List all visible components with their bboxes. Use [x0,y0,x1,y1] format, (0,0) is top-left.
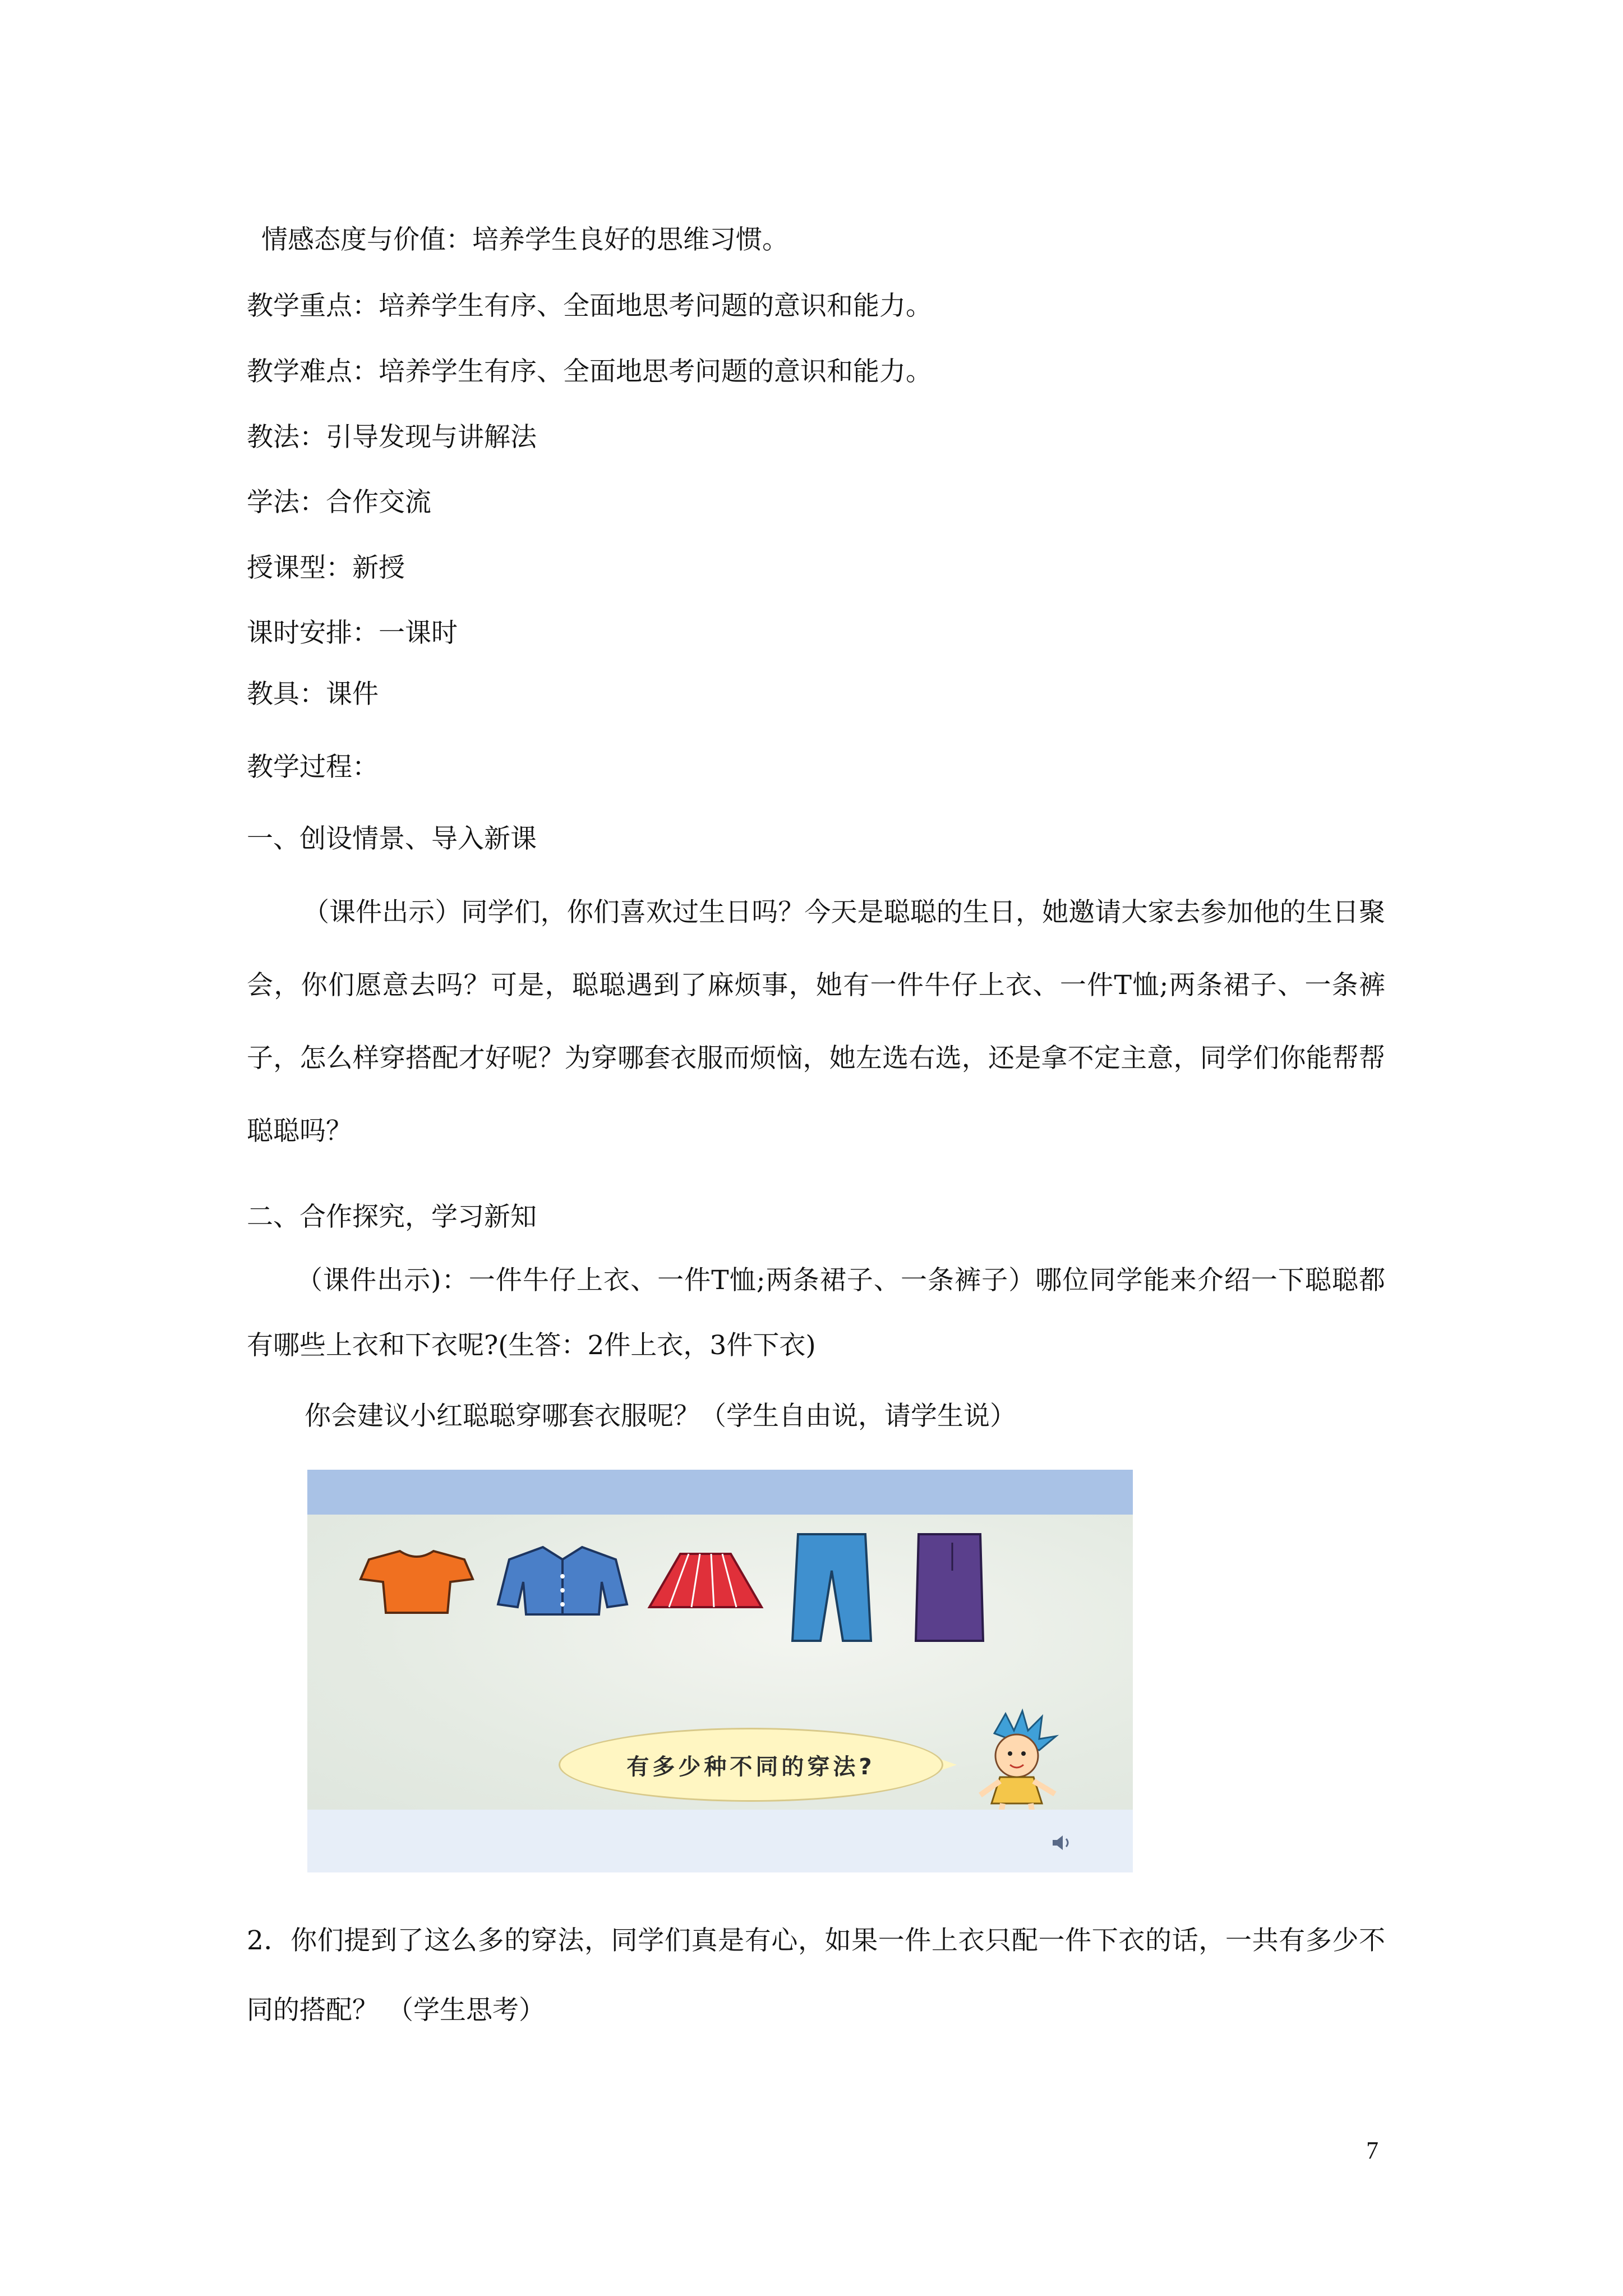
section2-heading: 二、合作探究，学习新知 [247,1202,537,1232]
key-point-line: 教学重点：培养学生有序、全面地思考问题的意识和能力。 [247,291,932,321]
section2-body: （课件出示)：一件牛仔上衣、一件T恤;两条裙子、一条裤子）哪位同学能来介绍一下聪聪都有哪些上衣和下衣呢?(生答：2件上衣，3件下衣) [247,1265,1385,1361]
learning-method-line: 学法：合作交流 [247,487,431,518]
girl-character-icon [961,1711,1073,1823]
tshirt-icon [358,1548,476,1616]
speech-bubble: 有多少种不同的穿法? [559,1728,943,1802]
image-top-band [307,1470,1133,1515]
jeans-icon [790,1531,874,1644]
process-heading: 教学过程： [247,752,379,783]
courseware-image [307,1470,1133,1872]
emotion-line: 情感态度与价值：培养学生良好的思维习惯。 [261,224,789,255]
section1-heading: 一、创设情景、导入新课 [247,823,537,854]
speaker-icon[interactable] [1050,1833,1075,1852]
image-bottom-band [307,1810,1133,1872]
image-scene [307,1515,1133,1810]
tools-line: 教具：课件 [247,679,379,710]
teaching-method-line: 教法：引导发现与讲解法 [247,422,537,453]
suggest-line: 你会建议小红聪聪穿哪套衣服呢？（学生自由说，请学生说） [305,1401,1016,1432]
section1-body: （课件出示）同学们，你们喜欢过生日吗？今天是聪聪的生日，她邀请大家去参加他的生日聚会，你们愿意去吗？可是，聪聪遇到了麻烦事，她有一件牛仔上衣、一件T恤;两条裙子、一条裤子，怎么样穿搭配才好呢？为穿哪套衣服而烦恼，她左选右选，还是拿不定主意，同学们你能帮帮聪聪吗？ [247,897,1385,1147]
page-number: 7 [1366,2137,1378,2164]
lesson-type-line: 授课型：新授 [247,553,405,583]
difficulty-line: 教学难点：培养学生有序、全面地思考问题的意识和能力。 [247,356,932,387]
question2-body: 2．你们提到了这么多的穿法，同学们真是有心，如果一件上衣只配一件下衣的话，一共有多少不同的搭配？ （学生思考） [247,1925,1385,2026]
purple-skirt-icon [913,1531,986,1644]
red-skirt-icon [647,1551,764,1613]
denim-jacket-icon [495,1543,630,1618]
schedule-line: 课时安排：一课时 [247,618,458,648]
